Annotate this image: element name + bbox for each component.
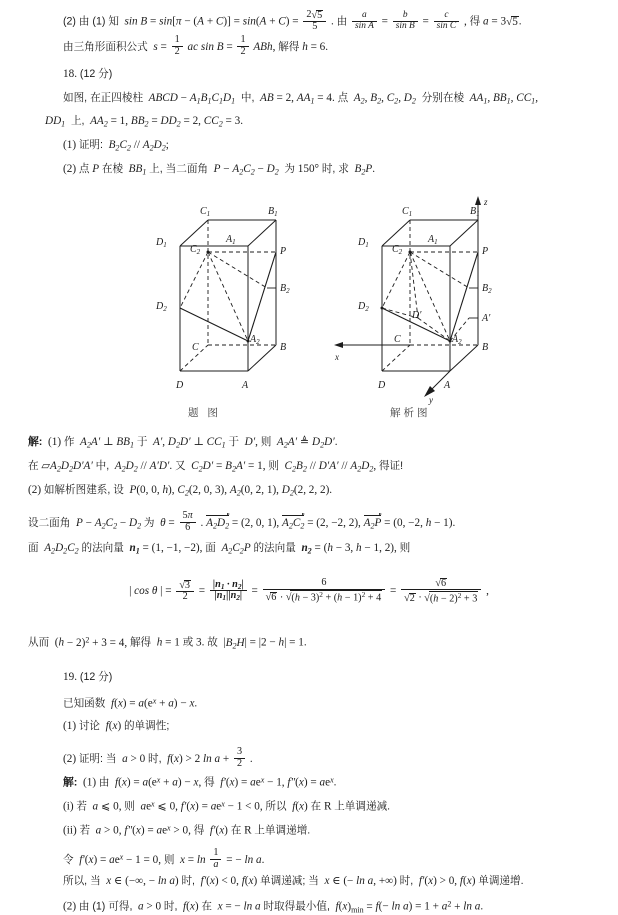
label-B2: $B_2$ [482,283,492,295]
label-P: P [280,246,287,257]
problem18-number: 18. (12 分) [63,68,113,80]
problem17-line-2: 由三角形面积公式 s = $\frac{1}{2}$ ac sin B = $\frac{1}{2}$ ABh, 解得 h = 6. [63,34,329,58]
frac-root6-over-simplified: $\frac{√6}{√2 \cdot √(h - 2)^2 + 3}$ [401,577,481,604]
solution-tag-19: 解: [63,776,78,789]
label-D: D [176,380,184,391]
problem19-solution-line4: 令 $f'(x) = ae^x - 1 = 0$, 则 x = ln $\frac{1}{a}$ = − ln a. [63,847,265,871]
problem18-stem-line1: 如图, 在正四棱柱 ABCD − $A_1B_1C_1D_1$ 中, AB = 2, $AA_1 = 4$. 点 $A_2$, $B_2$, $C_2$, $D_2$ 分别在棱 $AA_1$, $BB_1$, $CC_1$, [63,92,538,106]
problem19-solution-line6: (2) 由 (1) 可得, a > 0 时, f(x) 在 x = − ln a 时取得最小值, $f(x)_{min} = f(- \ln a) = 1 + a^2 + \ln a$. [63,899,484,914]
problem18-solution-line3: (2) 如解析图建系, 设 P(0, 0, h), $C_2(2$, 0, 3), $A_2(0$, 2, 1), $D_2(2$, 2, 2). [28,484,333,498]
frac-6-over-expanded: $\frac{6}{√6 \cdot √(h - 3)^2 + (h - 1)^2 + 4}$ [263,578,386,604]
problem18-stem-line2: $DD_1$ 上, $AA_2 = 1$, $BB_2 = DD_2 = 2$, $CC_2 = 3$. [45,115,244,129]
problem19-number: 19. (12 分) [63,671,113,683]
label-axis-x: x [335,352,339,362]
label-D1: $D_1$ [358,237,369,249]
problem19-solution-line3: (ii) 若 a > 0, $f''(x) = ae^x > 0$, 得 f′(x) 在 R 上单调递增. [63,823,311,837]
label-B1: $B_1$ [470,206,480,218]
label-D: D [378,380,386,391]
frac-one-half-b: $\frac{1}{2}$ [237,35,248,57]
label-A1: $A_1$ [428,234,438,246]
problem18-solution-line2: 在 $▱A_2D_2D'A'$ 中, $A_2D_2 // A'D'$. 又 $C_2D' = B_2A' = 1$, 则 $C_2B_2 // D'A' // A_2D_2$, 得证! [28,460,404,474]
frac-root3-over-2: $\frac{√3}{2}$ [176,579,194,602]
problem19-solution-line5: 所以, 当 x ∈ (−∞, − ln a) 时, f′(x) < 0, f(x) 单调递减; 当 x ∈ (− ln a, +∞) 时, f′(x) > 0, f(x) 单调递增. [63,875,524,887]
vector-A2C2: $A_2C_2$ [282,516,305,531]
problem19-solution-line2: (i) 若 a ⩽ 0, 则 $ae^x$ ⩽ 0, $f'(x) = ae^x - 1 < 0$, 所以 f(x) 在 R 上单调递减. [63,799,391,813]
figure-analysis-diagram [332,196,562,411]
label-A-prime: A′ [482,313,491,324]
frac-1-over-a: $\frac{1}{a}$ [210,848,221,870]
label-C1: $C_1$ [402,206,413,218]
label-A: A [242,380,249,391]
label-axis-z: z [484,197,488,207]
problem18-solution-line5: 面 $A_2D_2C_2$ 的法向量 $n_1 = (1$, −1, −2), 面 $A_2C_2P$ 的法向量 $n_2 = (h - 3$, h − 1, 2), 则 [28,542,411,556]
frac-dot-over-norms: $\frac{|n_1 \cdot n_2|}{|n_1||n_2|}$ [210,580,247,603]
label-D1: $D_1$ [156,237,167,249]
problem17-line-1: (2) 由 (1) 知 sin B = sin[π − (A + C)] = sin(A + C) = $\frac{2√5}{5}$ . 由 $\frac{a}{\text{sin A}}$ = $\frac{b}{\text{sin B}}$ = $\frac{c}{\text{sin C}}$ , 得 a = 3√5. [63,9,522,33]
label-D2: $D_2$ [358,301,369,313]
label-B: B [280,342,287,353]
problem18-sub1: (1) 证明: $B_2C_2 // A_2D_2$; [63,139,169,153]
problem18-sub2: (2) 点 P 在棱 $BB_1$ 上, 当二面角 $P - A_2C_2 - D_2$ 为 150° 时, 求 $B_2P$. [63,163,375,177]
label-A1: $A_1$ [226,234,236,246]
label-D2: $D_2$ [156,301,167,313]
problem18-solution-line4: 设二面角 $P - A_2C_2 - D_2$ 为 θ = $\frac{5\pi}{6}$ . $A_2D_2 = (2$, 0, 1), $A_2C_2 = (2$, −2, 2), $A_2P = (0$, −2, h − 1). [28,510,456,534]
label-axis-y: y [429,395,433,405]
vector-A2P: $A_2P$ [363,516,382,531]
frac-one-half-a: $\frac{1}{2}$ [172,35,183,57]
label-C: C [394,334,401,345]
problem18-solution-line1: 解: (1) 作 $A_2A'$ ⊥ $BB_1$ 于 A′, $D_2D'$ ⊥ $CC_1$ 于 D′, 则 $A_2A'$ ≜ $D_2D'$. [28,436,338,450]
problem18-solution-line6: 从而 $(h - 2)^2 + 3 = 4$, 解得 h = 1 或 3. 故 $|B_2H| = |2 - h| = 1$. [28,635,307,650]
solution-tag-18: 解: [28,436,43,448]
label-A2: $A_2$ [452,334,462,346]
problem17-part2-prefix: (2) 由 (1) 知 [63,15,119,28]
vector-A2D2: $A_2D_2$ [206,516,230,531]
label-B1: $B_1$ [268,206,278,218]
frac-b-over-sinB: $\frac{b}{\text{sin B}}$ [393,11,418,32]
frac-c-over-sinC: $\frac{c}{\text{sin C}}$ [434,11,460,32]
frac-5pi-over-6: $\frac{5\pi}{6}$ [180,511,196,533]
problem19-solution-line1: 解: (1) 由 $f(x) = a(e^x + a) - x$, 得 $f'(x) = ae^x - 1$, $f''(x) = ae^x$. [63,775,337,789]
frac-2root5-over-5: $\frac{2√5}{5}$ [303,9,326,32]
figure1-svg [130,196,330,406]
problem19-sub2: (2) 证明: 当 a > 0 时, f(x) > 2 ln a + $\frac{3}{2}$ . [63,746,253,770]
label-A2: $A_2$ [250,334,260,346]
label-D-prime: D′ [412,310,422,321]
label-C: C [192,342,199,353]
problem18-display-equation: | cos θ | = $\frac{√3}{2}$ = $\frac{|n_1 \cdot n_2|}{|n_1||n_2|}$ = $\frac{6}{√6 \cdot √(h - 3)^2 + (h - 1)^2 + 4}$ = $\frac{√6}{√2 \cdot √(h - 2)^2 + 3}$ , [129,576,489,604]
frac-a-over-sinA: $\frac{a}{\text{sin A}}$ [352,11,377,32]
figure2-caption: 解析图 [390,407,431,419]
label-B: B [482,342,489,353]
label-A: A [444,380,451,391]
problem19-sub1: (1) 讨论 f(x) 的单调性; [63,720,170,732]
figure-problem-diagram [130,196,330,411]
label-P: P [482,246,489,257]
frac-3-over-2: $\frac{3}{2}$ [234,747,245,769]
problem17-area-formula-prefix: 由三角形面积公式 [63,40,148,53]
label-B2: $B_2$ [280,283,290,295]
figure1-caption: 题 图 [188,407,221,419]
label-C2: $C_2$ [190,244,201,256]
figure2-svg [332,196,562,406]
problem19-stem: 已知函数 $f(x) = a(e^x + a) - x$. [63,696,198,710]
label-C1: $C_1$ [200,206,211,218]
label-C2: $C_2$ [392,244,403,256]
